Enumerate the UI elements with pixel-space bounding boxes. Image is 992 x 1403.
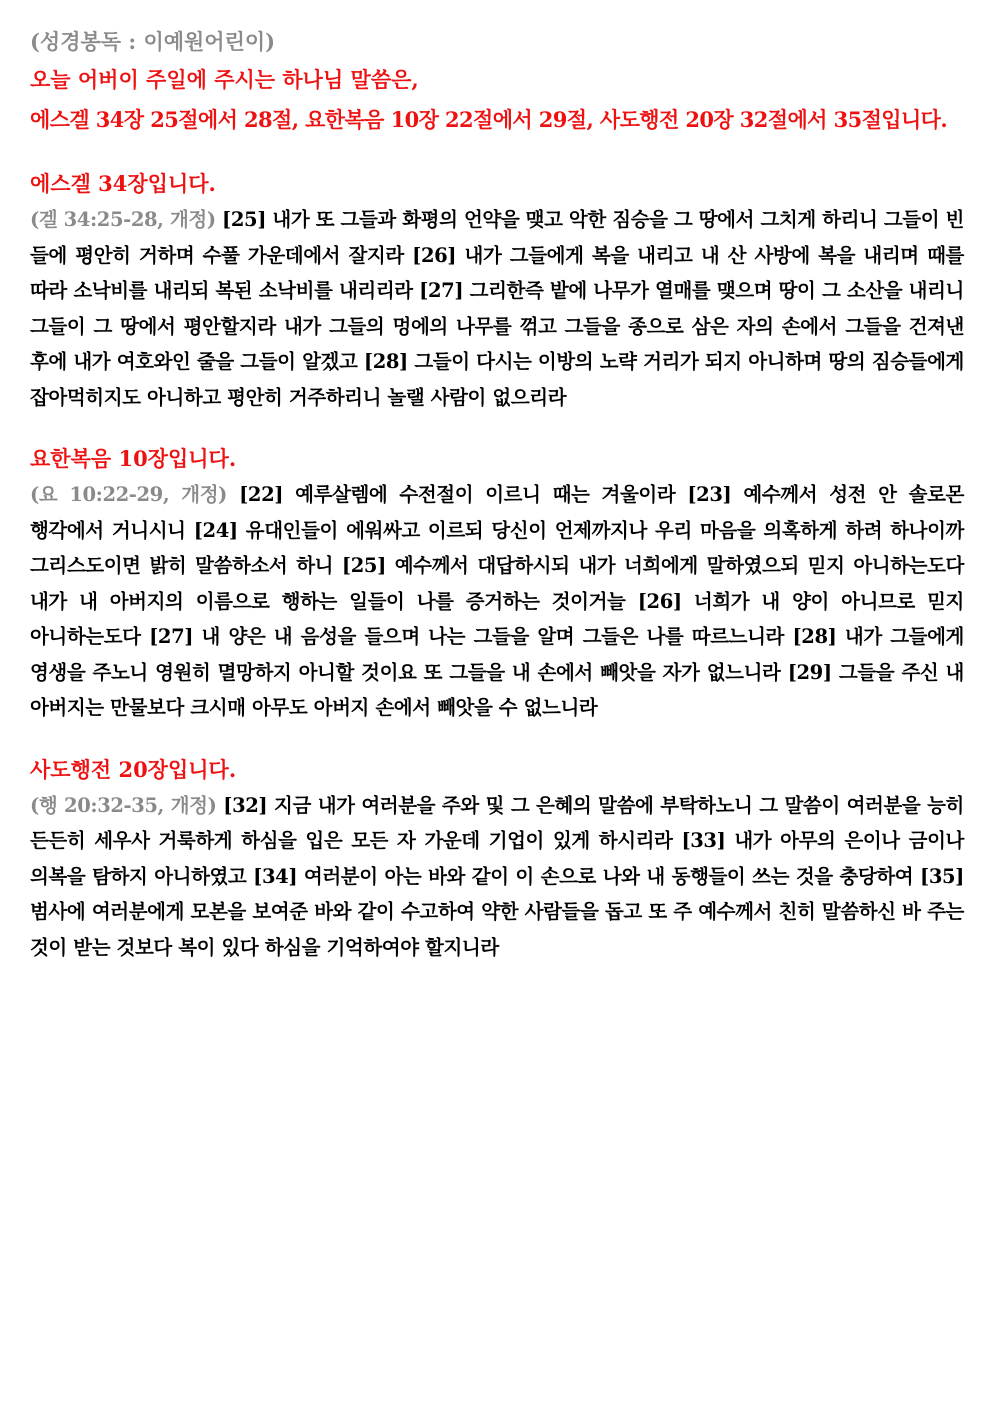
passage-paragraph [30,477,964,726]
passage-text: [22] 예루살렘에 수전절이 이르니 때는 겨울이라 [23] 예수께서 성전 안 솔로몬 행각에서 거니시니 [24] 유대인들이 에워싸고 이르되 당신이 언제까지나 우리 마음을 의혹하게 하려 하나이까 그리스도이면 밝히 말씀하소서 하니 [25] 예수께서 대답하시되 내가 너희에게 말하였으되 믿지 아니하는도다 내가 내 아버지의 이름으로 행하는 일들이 나를 증거하는 것이거늘 [26] 너희가 내 양이 아니므로 믿지 아니하는도다 [27] 내 양은 내 음성을 들으며 나는 그들을 알며 그들은 나를 따르느니라 [28] 내가 그들에게 영생을 주노니 영원히 멸망하지 아니할 것이요 또 그들을 내 손에서 빼앗을 자가 없느니라 [29] 그들을 주신 내 아버지는 만물보다 크시매 아무도 아버지 손에서 빼앗을 수 없느니라 [30,483,964,719]
section-acts [30,752,964,966]
section-heading: 요한복음 10장입니다. [30,446,237,471]
passage-text: [32] 지금 내가 여러분을 주와 및 그 은혜의 말씀에 부탁하노니 그 말씀이 여러분을 능히 든든히 세우사 거룩하게 하심을 입은 모든 자 가운데 기업이 있게 하시리라 [33] 내가 아무의 은이나 금이나 의복을 탐하지 아니하였고 [34] 여러분이 아는 바와 같이 이 손으로 나와 내 동행들이 쓰는 것을 충당하여 [35] 범사에 여러분에게 모본을 보여준 바와 같이 수고하여 약한 사람들을 돕고 또 주 예수께서 친히 말씀하신 바 주는 것이 받는 것보다 복이 있다 하심을 기억하여야 할지니라 [30,793,964,959]
passage-paragraph [30,202,964,415]
reader-credit: (성경봉독 : 이예원어린이) [30,29,276,54]
passage-reference: (겔 34:25-28, 개정) [30,208,216,231]
scripture-list-line: 에스겔 34장 25절에서 28절, 요한복음 10장 22절에서 29절, 사도행전 20장 32절에서 35절입니다. [30,107,948,132]
section-heading: 사도행전 20장입니다. [30,756,237,782]
passage-reference: (행 20:32-35, 개정) [30,793,217,817]
passage-paragraph [30,788,964,966]
section-heading: 에스겔 34장입니다. [30,171,216,196]
section-john [30,441,964,726]
section-ezekiel [30,166,964,415]
passage-reference: (요 10:22-29, 개정) [30,483,227,506]
intro-line: 오늘 어버이 주일에 주시는 하나님 말씀은, [30,67,419,92]
passage-text: [25] 내가 또 그들과 화평의 언약을 맺고 악한 짐승을 그 땅에서 그치게 하리니 그들이 빈 들에 평안히 거하며 수풀 가운데에서 잘지라 [26] 내가 그들에게 복을 내리고 내 산 사방에 복을 내리며 때를 따라 소낙비를 내리되 복된 소낙비를 내리리라 [27] 그리한즉 밭에 나무가 열매를 맺으며 땅이 그 소산을 내리니 그들이 그 땅에서 평안할지라 내가 그들의 멍에의 나무를 꺾고 그들을 종으로 삼은 자의 손에서 그들을 건져낸 후에 내가 여호와인 줄을 그들이 알겠고 [28] 그들이 다시는 이방의 노략 거리가 되지 아니하며 땅의 짐승들에게 잡아먹히지도 아니하고 평안히 거주하리니 놀랠 사람이 없으리라 [30,208,964,409]
